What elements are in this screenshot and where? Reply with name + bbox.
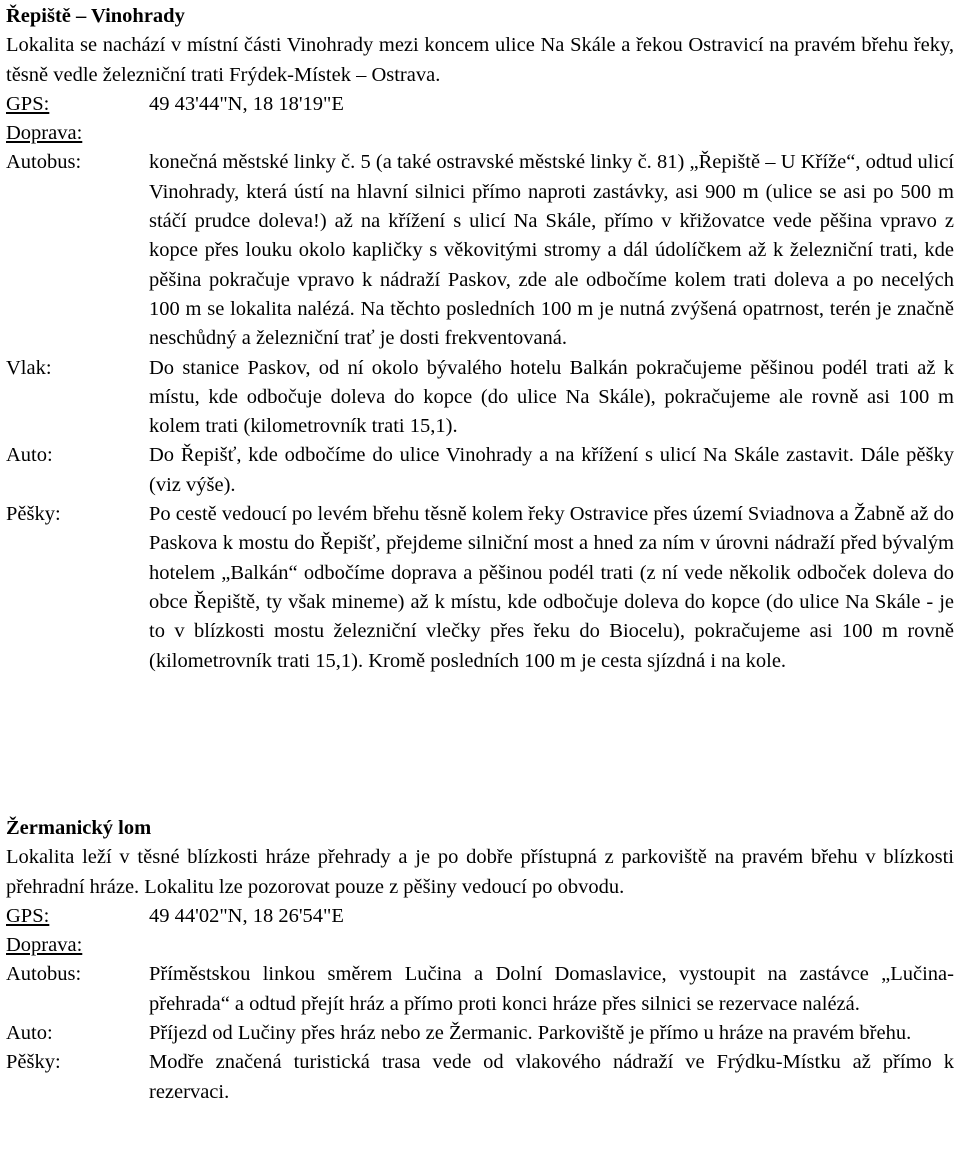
entry-text: Příjezd od Lučiny přes hráz nebo ze Žermanic. Parkoviště je přímo u hráze na pravém břehu. — [149, 1022, 912, 1045]
gps-value: 49 43'44"N, 18 18'19"E — [149, 92, 344, 115]
transport-row — [6, 931, 954, 960]
section-title: Řepiště – Vinohrady — [6, 5, 185, 27]
transport-label: Doprava: — [6, 934, 83, 957]
entry-car — [6, 441, 954, 500]
entry-label: Auto: — [6, 1022, 53, 1045]
gps-label: GPS: — [6, 92, 50, 115]
transport-row — [6, 119, 954, 148]
section-title: Žermanický lom — [6, 817, 152, 839]
entry-car — [6, 1019, 954, 1048]
entry-label: Autobus: — [6, 151, 82, 174]
entry-text: Po cestě vedoucí po levém břehu těsně kolem řeky Ostravice přes území Sviadnova a Žabně až do Paskova k mostu do Řepišť, přejdeme silniční most a hned za ním v úrovni nádraží před bývalým hotelem „Balkán“ odbočíme doprava a pěšinou podél trati (z ní vede několik odboček doleva do obce Řepiště, ty však mineme) až k místu, kde odbočuje doleva do kopce (do ulice Na Skále - je to v blízkosti mostu železniční vlečky přes řeku do Biocelu), pokračujeme asi 100 m rovně (kilometrovník trati 15,1). Kromě posledních 100 m je cesta sjízdná i na kole. — [149, 503, 954, 672]
entry-text: Modře značená turistická trasa vede od vlakového nádraží ve Frýdku-Místku až přímo k rezervaci. — [149, 1051, 954, 1103]
entry-text: Příměstskou linkou směrem Lučina a Dolní Domaslavice, vystoupit na zastávce „Lučina-přehrada“ a odtud přejít hráz a přímo proti konci hráze přes silnici se rezervace nalézá. — [149, 963, 954, 1015]
gps-label: GPS: — [6, 904, 50, 927]
gps-value: 49 44'02"N, 18 26'54"E — [149, 904, 344, 927]
entry-train — [6, 354, 954, 442]
section-intro: Lokalita se nachází v místní části Vinohrady mezi koncem ulice Na Skále a řekou Ostravicí na pravém břehu řeky, těsně vedle železniční trati Frýdek-Místek – Ostrava. — [6, 34, 954, 86]
gps-row — [6, 90, 954, 119]
entry-text: Do Řepišť, kde odbočíme do ulice Vinohrady a na křížení s ulicí Na Skále zastavit. Dále pěšky (viz výše). — [149, 444, 954, 496]
section-intro: Lokalita leží v těsné blízkosti hráze přehrady a je po dobře přístupná z parkoviště na pravém břehu v blízkosti přehradní hráze. Lokalitu lze pozorovat pouze z pěšiny vedoucí po obvodu. — [6, 846, 954, 898]
entry-label: Pěšky: — [6, 503, 61, 526]
entry-walk — [6, 1048, 954, 1107]
gps-row — [6, 902, 954, 931]
entry-label: Autobus: — [6, 963, 82, 986]
entry-label: Pěšky: — [6, 1051, 61, 1074]
section-repiste — [6, 2, 954, 676]
entry-walk — [6, 500, 954, 676]
entry-label: Auto: — [6, 444, 53, 467]
transport-label: Doprava: — [6, 122, 83, 145]
entry-bus — [6, 148, 954, 353]
entry-label: Vlak: — [6, 356, 52, 379]
section-zermanicky-lom — [6, 814, 954, 1107]
entry-text: Do stanice Paskov, od ní okolo bývalého hotelu Balkán pokračujeme pěšinou podél trati až k místu, kde odbočuje doleva do kopce (do ulice Na Skále), pokračujeme ale rovně asi 100 m kolem trati (kilometrovník trati 15,1). — [149, 356, 954, 438]
entry-text: konečná městské linky č. 5 (a také ostravské městské linky č. 81) „Řepiště – U Kříže“, odtud ulicí Vinohrady, která ústí na hlavní silnici přímo naproti zastávky, asi 900 m (ulice se asi po 500 m stáčí prudce doleva!) až na křížení s ulicí Na Skále, přímo v křižovatce vede pěšina vpravo z kopce přes louku okolo kapličky s věkovitými stromy a dál údolíčkem až k železniční trati, kde pěšina pokračuje vpravo k nádraží Paskov, zde ale odbočíme kolem trati doleva a po necelých 100 m se lokalita nalézá. Na těchto posledních 100 m je nutná zvýšená opatrnost, terén je značně neschůdný a železniční trať je dosti frekventovaná. — [149, 151, 954, 350]
entry-bus — [6, 960, 954, 1019]
